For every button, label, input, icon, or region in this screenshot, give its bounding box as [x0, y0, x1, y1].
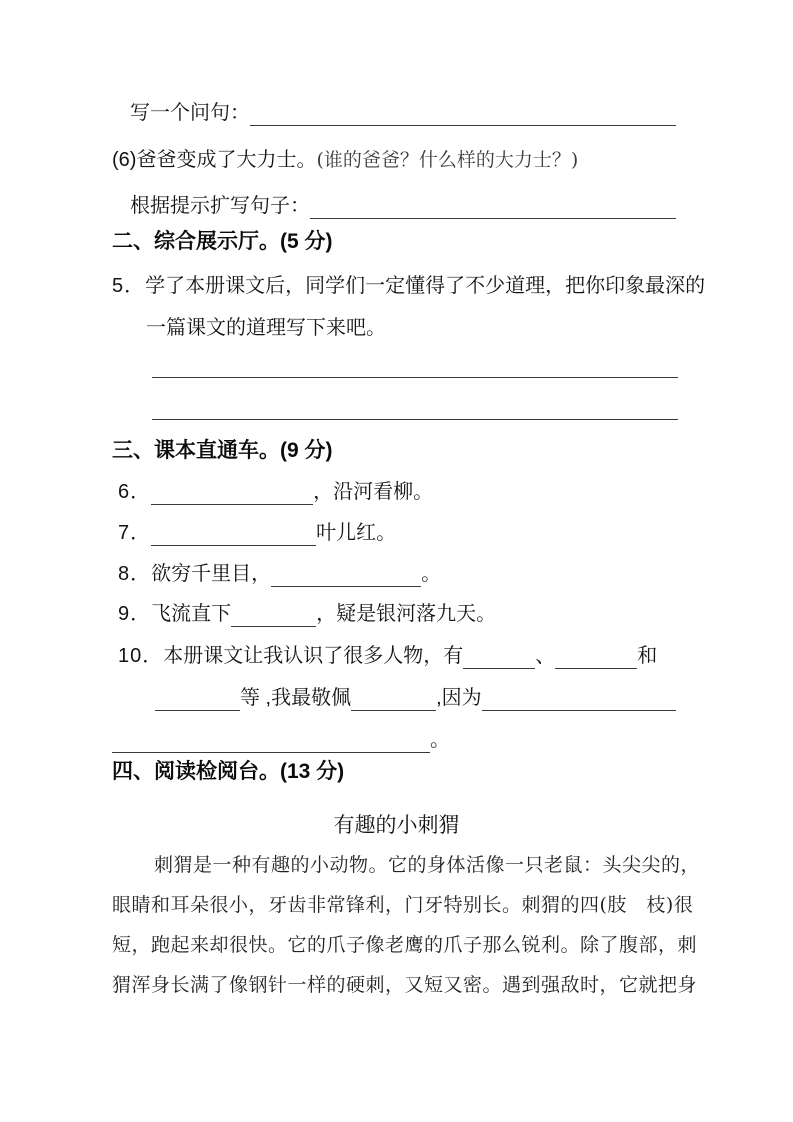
section-2-header [112, 229, 333, 255]
question-10-line-2 [155, 685, 676, 711]
question-7-text: 叶儿红。 [316, 522, 397, 544]
question-6-text: ，沿河看柳。 [313, 481, 434, 503]
expand-sentence-row [130, 193, 676, 219]
item-6-row [112, 147, 578, 173]
section-3-points: (9 分) [280, 439, 333, 462]
passage-title: 有趣的小刺猬 [333, 814, 460, 837]
question-10-text-2: 等 ,我最敬佩 [240, 687, 352, 709]
item-6-hint: (谁的爸爸？什么样的大力士？) [316, 149, 579, 171]
question-10-text: 本册课文让我认识了很多人物，有 [163, 645, 464, 667]
passage-line: 短，跑起来却很快。它的爪子像老鹰的爪子那么锐利。除了腹部，刺 [112, 934, 698, 956]
item-6-number: (6) [112, 149, 137, 171]
question-9-number: 9． [118, 603, 152, 625]
question-7-number: 7． [118, 522, 152, 544]
question-10-line-1 [118, 643, 657, 669]
question-7-row [118, 520, 396, 546]
question-8-number: 8． [118, 563, 152, 585]
section-4-points: (13 分) [280, 760, 345, 783]
answer-blank [351, 691, 436, 711]
question-6-number: 6． [118, 481, 152, 503]
answer-blank [482, 691, 676, 711]
question-6-row [118, 479, 433, 505]
question-10-and: 和 [637, 645, 658, 667]
section-4-title: 四、阅读检阅台。 [112, 760, 280, 783]
question-10-separator: 、 [535, 645, 556, 667]
answer-blank [310, 199, 676, 219]
answer-blank [271, 567, 421, 587]
section-3-title: 三、课本直通车。 [112, 439, 280, 462]
question-10-text-3: ,因为 [436, 687, 482, 709]
item-6-sentence: 爸爸变成了大力士。 [136, 149, 317, 171]
question-9-text-end: ，疑是银河落九天。 [316, 603, 497, 625]
question-5-text-continued: 一篇课文的道理写下来吧。 [146, 317, 386, 339]
question-5-text: 学了本册课文后，同学们一定懂得了不少道理，把你印象最深的 [145, 275, 706, 297]
answer-line [152, 399, 678, 420]
answer-blank [555, 649, 637, 669]
answer-blank [151, 485, 313, 505]
question-8-text: 欲穷千里目， [151, 563, 272, 585]
question-5-line-2 [146, 315, 386, 341]
section-4-header [112, 759, 344, 785]
section-2-title: 二、综合展示厅。 [112, 230, 280, 253]
write-question-label: 写一个问句： [130, 102, 250, 124]
question-8-text-end: 。 [421, 563, 442, 585]
write-question-row [130, 100, 676, 126]
question-9-row [118, 601, 496, 627]
expand-sentence-label: 根据提示扩写句子： [130, 195, 310, 217]
answer-blank [151, 526, 316, 546]
answer-blank [463, 649, 535, 669]
section-3-header [112, 438, 333, 464]
question-8-row [118, 561, 441, 587]
answer-line [152, 357, 678, 378]
section-2-points: (5 分) [280, 230, 333, 253]
question-5-number: 5． [112, 275, 146, 297]
question-9-text: 飞流直下 [151, 603, 232, 625]
answer-blank [250, 106, 676, 126]
passage-line: 猬浑身长满了像钢针一样的硬刺，又短又密。遇到强敌时，它就把身 [112, 974, 698, 996]
question-10-line-3 [112, 727, 450, 753]
passage-line: 刺猬是一种有趣的小动物。它的身体活像一只老鼠：头尖尖的， [154, 854, 701, 876]
passage-line: 眼睛和耳朵很小，牙齿非常锋利，门牙特别长。刺猬的四(肢 枝)很 [112, 894, 694, 916]
question-5-line-1 [112, 273, 705, 299]
answer-blank [112, 733, 430, 753]
question-10-number: 10． [118, 645, 164, 667]
answer-blank [155, 691, 240, 711]
question-10-period: 。 [430, 729, 450, 751]
answer-blank [231, 607, 316, 627]
